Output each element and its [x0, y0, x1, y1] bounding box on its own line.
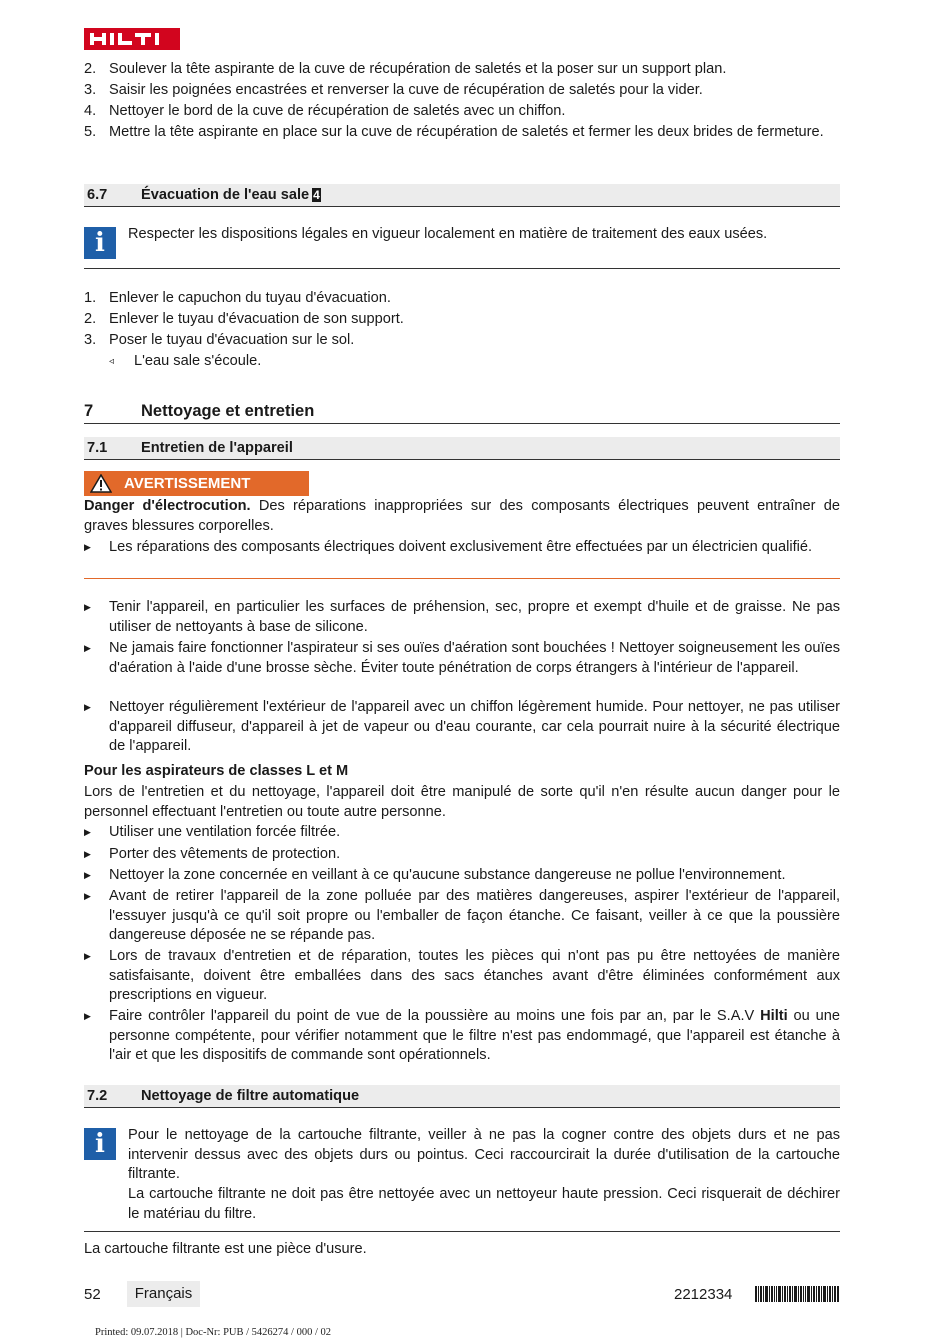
divider [84, 268, 840, 269]
steps-6-7-list: 1. Enlever le capuchon du tuyau d'évacuation. 2. Enlever le tuyau d'évacuation de son support. 3. Poser le tuyau d'évacuation sur le sol. ◃ L'eau sale s'écoule. [84, 289, 840, 375]
figure-reference: 4 [313, 188, 320, 202]
warning-label: AVERTISSEMENT [84, 471, 309, 496]
bullet-icon: ▶ [84, 1011, 91, 1021]
bullet-icon: ▶ [84, 849, 91, 859]
bullet-icon: ▶ [84, 827, 91, 837]
info-icon: i [84, 227, 116, 259]
bullet-icon: ▶ [84, 602, 91, 612]
hilti-logo-icon [84, 28, 180, 50]
info-note: La cartouche filtrante ne doit pas être nettoyée avec un nettoyeur haute pression. Ceci risquerait de déchirer le matériau du filtre. [128, 1186, 840, 1222]
warning-triangle-icon [90, 474, 112, 493]
chapter-heading-7: 7 Nettoyage et entretien [84, 401, 840, 424]
hilti-logo [84, 28, 180, 50]
classes-heading: Pour les aspirateurs de classes L et M [84, 763, 349, 779]
bullet-icon: ▶ [84, 702, 91, 712]
result-arrow-icon: ◃ [109, 356, 115, 367]
bullet-icon: ▶ [84, 542, 91, 552]
brand-name: Hilti [760, 1008, 788, 1024]
warning-text: Danger d'électrocution. Des réparations inappropriées sur des composants électriques peuvent entraîner de graves blessures corporelles. [84, 498, 840, 534]
barcode-icon [755, 1286, 839, 1302]
page-number: 52 [84, 1286, 101, 1303]
warning-divider [84, 578, 840, 579]
list-item: 5. Mettre la tête aspirante en place sur la cuve de récupération de saletés et fermer les deux brides de fermeture. [84, 124, 824, 140]
list-item: 3. Saisir les poignées encastrées et renverser la cuve de récupération de saletés pour la vider. [84, 82, 703, 98]
bullets-classes-list: ▶ Utiliser une ventilation forcée filtrée. ▶ Porter des vêtements de protection. ▶ Nettoyer la zone concernée en veillant à ce qu'aucune substance dangereuse ne pollue l'environnement. ▶ Avant de retirer l'appareil de la zone polluée par des matières dangereuses, aspirer l'extérieur de l'appareil, l'essuyer jusqu'à ce qu'il soit propre ou l'emballer de façon étanche. Ce faisant, veiller à ce que la poussière dangereuse déposée ne se répande pas. ▶ Lors de travaux d'entretien et de réparation, toutes les pièces qui n'ont pas pu être nettoyées de manière satisfaisante, doivent être emballées dans des sacs étanches avant d'être éliminées conformément aux prescriptions en vigueur. ▶ Faire contrôler l'appareil du point de vue de la poussière au moins une fois par an, par le S.A.V Hilti ou une personne compétente, pour vérifier notamment que le filtre n'est pas endommagé, que l'appareil est étanche à l'air et que les dispositifs de commande sont opérationnels. [84, 824, 840, 1063]
wear-note: La cartouche filtrante est une pièce d'usure. [84, 1241, 367, 1257]
section-heading-7-1: 7.1 Entretien de l'appareil [84, 437, 840, 460]
classes-intro: Lors de l'entretien et du nettoyage, l'appareil doit être manipulé de sorte qu'il n'en résulte aucun danger pour le personnel effectuant l'entretien ou toute autre personne. [84, 784, 840, 820]
printed-info: Printed: 09.07.2018 | Doc-Nr: PUB / 5426274 / 000 / 02 [95, 1327, 332, 1338]
bullet-icon: ▶ [84, 870, 91, 880]
bullet-icon: ▶ [84, 891, 91, 901]
section-heading-6-7: 6.7 Évacuation de l'eau sale 4 [84, 184, 840, 207]
info-note: Respecter les dispositions légales en vigueur localement en matière de traitement des eaux usées. [128, 226, 768, 242]
divider [84, 1231, 840, 1232]
section-heading-7-2: 7.2 Nettoyage de filtre automatique [84, 1085, 840, 1108]
warning-lead: Danger d'électrocution. [84, 498, 251, 514]
bullet-icon: ▶ [84, 951, 91, 961]
steps-top-list [84, 60, 840, 162]
list-item: 4. Nettoyer le bord de la cuve de récupération de saletés avec un chiffon. [84, 103, 566, 119]
doc-number: 2212334 [674, 1286, 733, 1303]
section-title: Évacuation de l'eau sale [141, 187, 310, 203]
list-item: 2. Soulever la tête aspirante de la cuve de récupération de saletés et la poser sur un support plan. [84, 61, 727, 77]
info-icon: i [84, 1128, 116, 1160]
bullets-7-1-list: ▶ Tenir l'appareil, en particulier les surfaces de préhension, sec, propre et exempt d'huile et de graisse. Ne pas utiliser de nettoyants à base de silicone. ▶ Ne jamais faire fonctionner l'aspirateur si ses ouïes d'aération sont bouchées ! Nettoyer soigneusement les ouïes d'aération à l'aide d'une brosse sèche. Éviter toute pénétration de corps étrangers à l'intérieur de l'appareil. ▶ Nettoyer régulièrement l'extérieur de l'appareil avec un chiffon légèrement humide. Pour nettoyer, ne pas utiliser d'appareil diffuseur, d'appareil à jet de vapeur ou d'eau courante, car cela pourrait nuire à la sécurité électrique de l'appareil. [84, 599, 840, 754]
warning-bullet: ▶ Les réparations des composants électriques doivent exclusivement être effectuées par un électricien qualifié. [84, 538, 840, 578]
bullet-icon: ▶ [84, 643, 91, 653]
language-label: Français [127, 1281, 200, 1307]
info-note: Pour le nettoyage de la cartouche filtrante, veiller à ne pas la cogner contre des objets durs et ne pas intervenir dessus avec des objets durs ou pointus. Ceci raccourcirait la durée d'utilisation de la cartouche filtrante. [128, 1127, 840, 1182]
